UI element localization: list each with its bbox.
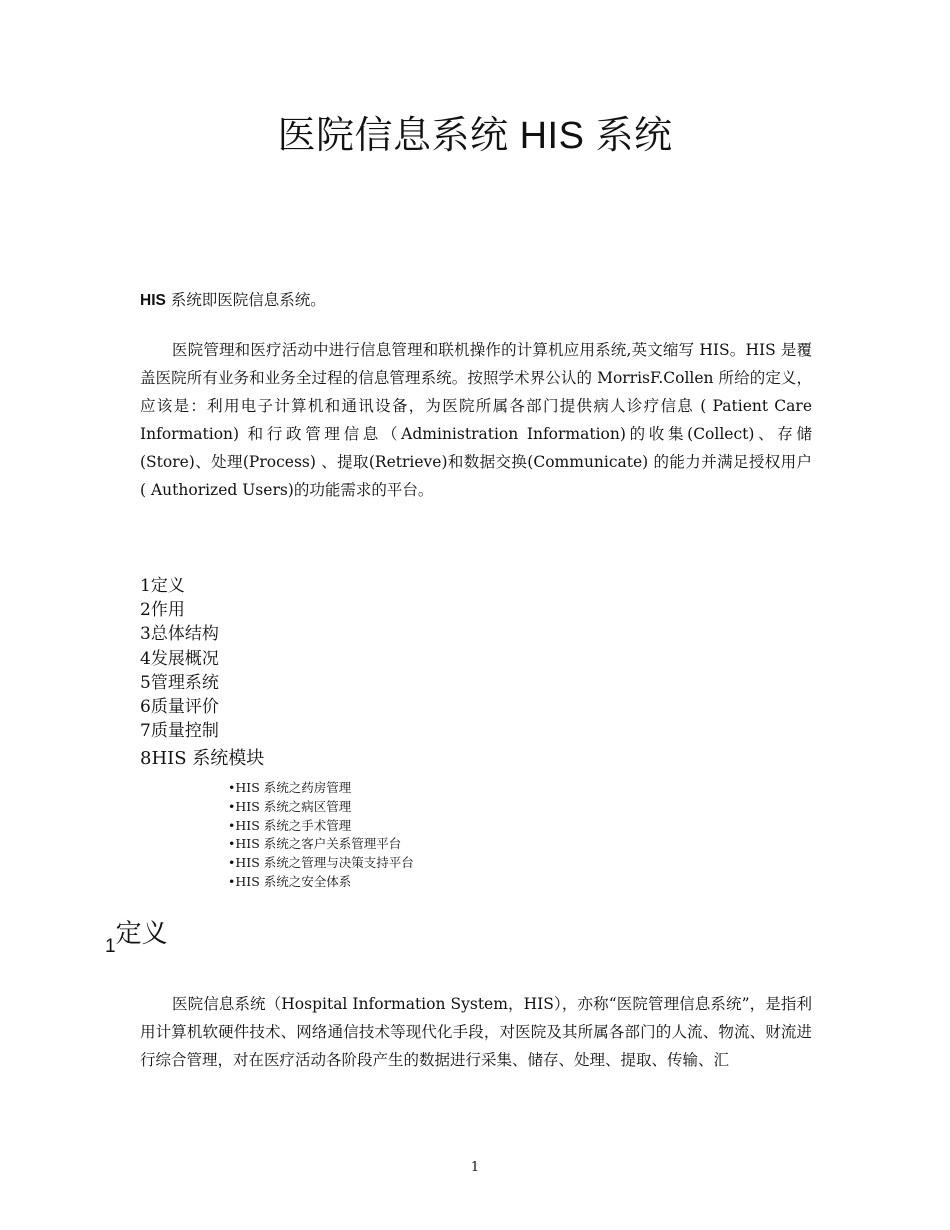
sub-toc-item[interactable]: •HIS 系统之管理与决策支持平台 (228, 855, 414, 871)
toc-item[interactable]: 6质量评价 (140, 697, 219, 718)
toc-item[interactable]: 8HIS 系统模块 (140, 748, 265, 770)
sub-toc-item[interactable]: •HIS 系统之药房管理 (228, 780, 352, 795)
page-number: 1 (470, 1160, 480, 1175)
toc-item[interactable]: 5管理系统 (140, 672, 219, 693)
section-number: 1 (105, 936, 116, 957)
sub-toc-item[interactable]: •HIS 系统之安全体系 (228, 873, 352, 889)
lead-bold-term: HIS (140, 292, 166, 309)
toc-item[interactable]: 4发展概况 (140, 648, 219, 669)
table-of-contents (140, 574, 264, 772)
toc-item[interactable]: 2作用 (140, 600, 185, 621)
intro-paragraph: 医院管理和医疗活动中进行信息管理和联机操作的计算机应用系统,英文缩写 HIS。HIS 是覆盖医院所有业务和业务全过程的信息管理系统。按照学术界公认的 MorrisF.Collen 所给的定义，应该是：利用电子计算机和通讯设备，为医院所属各部门提供病人诊疗信息 ( Patient Care Information) 和行政管理信息（Administration Information)的收集(Collect)、存储(Store)、处理(Process) 、提取(Retrieve)和数据交换(Communicate) 的能力并满足授权用户 ( Authorized Users)的功能需求的平台。 (140, 341, 812, 499)
sub-toc-item[interactable]: •HIS 系统之客户关系管理平台 (228, 836, 402, 852)
section-title: 定义 (115, 919, 168, 949)
lead-text: 系统即医院信息系统。 (165, 291, 326, 309)
sub-toc-item[interactable]: •HIS 系统之病区管理 (228, 798, 352, 814)
sub-toc (228, 779, 414, 892)
toc-item[interactable]: 1定义 (140, 576, 185, 596)
sub-toc-item[interactable]: •HIS 系统之手术管理 (228, 817, 352, 833)
toc-item[interactable]: 7质量控制 (140, 721, 219, 742)
lead-paragraph (140, 286, 812, 315)
toc-item[interactable]: 3总体结构 (140, 624, 219, 645)
definition-paragraph: 医院信息系统（Hospital Information System，HIS），亦称“医院管理信息系统”，是指利用计算机软硬件技术、网络通信技术等现代化手段，对医院及其所属各部门的人流、物流、财流进行综合管理，对在医疗活动各阶段产生的数据进行采集、储存、处理、提取、传输、汇 (140, 995, 812, 1069)
document-title: 医院信息系统 HIS 系统 (277, 115, 673, 157)
section-heading (105, 913, 168, 957)
